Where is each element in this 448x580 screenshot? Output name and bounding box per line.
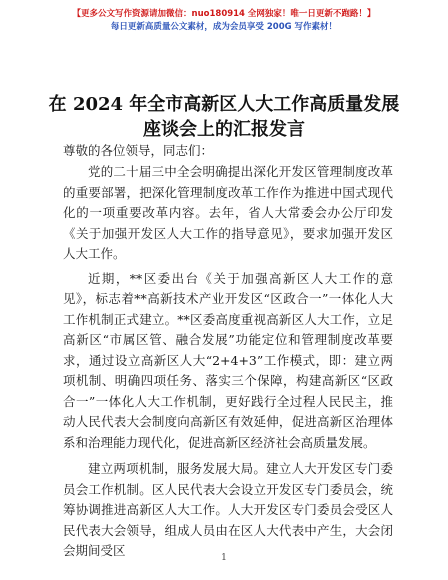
paragraph-3: 建立两项机制，服务发展大局。建立人大开发区专门委员会工作机制。区人民代表大会设立开发区专门委员会，统筹协调推进高新区人大工作。人大开发区专门委员会受区人民代表大会领导，组成人员由在区人大代表中产生，大会闭会期间受区 bbox=[63, 461, 393, 558]
promo-line-1: 【更多公文写作资源请加微信：nuo180914 全网独家！唯一日更新不跑路！】 bbox=[72, 9, 376, 19]
document-body bbox=[63, 162, 393, 566]
paragraph-1: 党的二十届三中全会明确提出深化开发区管理制度改革的重要部署，把深化管理制度改革工作作为推进中国式现代化的一项重要改革内容。去年，省人大常委会办公厅印发《关于加强开发区人大工作的指导意见》，要求加强开发区人大工作。 bbox=[63, 164, 393, 261]
document-title: 在 2024 年全市高新区人大工作高质量发展座谈会上的汇报发言 bbox=[48, 94, 400, 140]
salutation: 尊敬的各位领导，同志们： bbox=[63, 143, 214, 158]
promo-banner bbox=[0, 8, 448, 34]
promo-line-2: 每日更新高质量公文素材，成为会员享受 200G 写作素材！ bbox=[110, 22, 338, 32]
paragraph-2: 近期，**区委出台《关于加强高新区人大工作的意见》，标志着**高新技术产业开发区“区政合一”一体化人大工作机制正式建立。**区委高度重视高新区人大工作，立足高新区“市属区管、融合发展”功能定位和管理制度改革要求，通过设立高新区人大“2+4+3”工作模式，即：建立两项机制、明确四项任务、落实三个保障，构建高新区“区政合一”一体化人大工作机制，更好践行全过程人民民主，推动人民代表大会制度向高新区有效延伸，促进高新区治理体系和治理能力现代化，促进高新区经济社会高质量发展。 bbox=[63, 270, 393, 450]
page-number: 1 bbox=[221, 553, 227, 563]
